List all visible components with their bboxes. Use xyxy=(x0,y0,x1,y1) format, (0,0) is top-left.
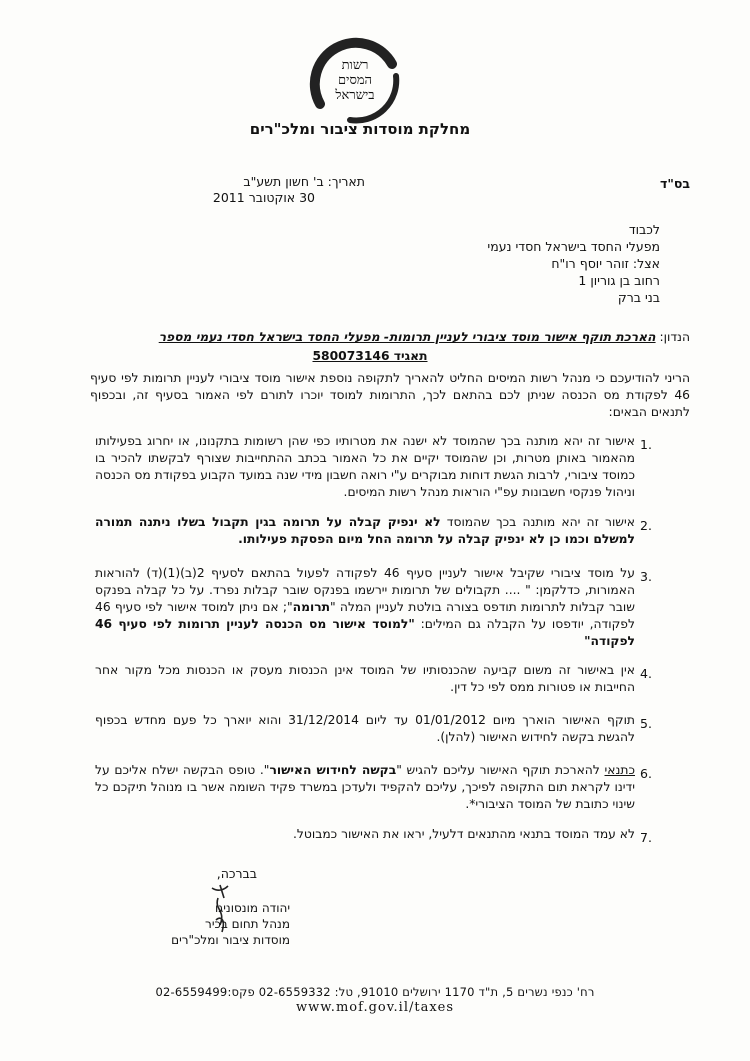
item-1-text: אישור זה יהא מותנה בכך שהמוסד לא ישנה את מטרותיו כפי שהן רשומות בתקנונו, או יחרוג בפעילותו מהאמור באותן מטרות, וכן שהמוסד יקיים את כל האמור בכתב ההתחייבות שצורף לבקשתו להכיר בו כמוסד ציבורי, לרבות הגשת דוחות מבוקרים ע"י רואה חשבון מידי שנה במועד הקבוע בפקודת מס הכנסה וניהול פנקסי חשבונות עפ"י הוראות מנהל רשות המיסים. xyxy=(95,434,635,499)
footer-address: רח' כנפי נשרים 5, ת"ד 1170 ירושלים 91010, טל: 02-6559332 פקס:02-6559499 xyxy=(155,985,595,999)
item-3-text-bold-2: "למוסד אישור מס הכנסה לעניין תרומות לפי סעיף 46 לפקודה" xyxy=(95,617,635,648)
address-to: לכבוד xyxy=(628,222,660,237)
address-attn: אצל: זוהר יוסף רו"ח xyxy=(551,256,660,271)
item-6-number: 6. xyxy=(640,766,652,781)
item-6-text-d: ". טופס הבקשה ישלח אליכם על ידינו לקראת תום התקופה לפיכך, עליכם להקפיד ולעדכן במשרד פקיד השומה אשר בו מנוהל תיקכם כל שינוי כתובת של המוסד הציבורי*. xyxy=(95,763,635,811)
subject-corp-number: תאגיד 580073146 xyxy=(312,349,428,363)
item-6-text-bold: בקשה לחידוש האישור xyxy=(269,763,397,777)
item-3-number: 3. xyxy=(640,569,652,584)
address-city: בני ברק xyxy=(617,290,660,305)
date-hebrew: תאריך: ב' חשון תשע"ב xyxy=(243,174,365,189)
item-6-text xyxy=(95,762,635,813)
item-5-text: תוקף האישור הוארך מיום 01/01/2012 עד ליום 31/12/2014 והוא יוארך כל פעם מחדש בכפוף להגשת בקשה לחידוש האישור (להלן). xyxy=(95,713,636,744)
footer-website[interactable]: www.mof.gov.il/taxes xyxy=(295,1000,455,1015)
logo-line-2: המסים xyxy=(337,73,373,88)
item-3-text xyxy=(95,565,635,650)
logo-line-1: רשות xyxy=(341,58,369,73)
item-3-text-bold-1: תרומה xyxy=(292,600,331,614)
item-1-number: 1. xyxy=(640,437,652,452)
item-7-number: 7. xyxy=(640,830,652,845)
date-gregorian: 30 אוקטובר 2011 xyxy=(212,190,315,205)
address-org: מפעלי החסד בישראל חסדי נעמי xyxy=(487,239,660,254)
item-6-text-b: להארכת תוקף האישור עליכם להגיש " xyxy=(396,763,605,777)
subject-text: הארכת תוקף אישור מוסד ציבורי לעניין תרומות- מפעלי החסד בישראל חסדי נעמי מספר xyxy=(158,330,656,344)
item-2-text-bold: לא ינפיק קבלה על תרומה בגין תקבול בשלו ניתנה תמורה למשלם וכמו כן לא ינפיק קבלה על תרומה החל מיום הפסקת פעילותו. xyxy=(95,515,635,546)
intro-paragraph: הריני להודיעכם כי מנהל רשות המיסים החליט להאריך לתקופה נוספת אישור מוסד ציבורי לעניין תרומות לפי סעיף 46 לפקודת מס הכנסה שניתן לכם בהתאם לכך, התרומות למוסד יוכרו לתורם לפי האמור בסעיף זה, ובכפוף לתנאים הבאים: xyxy=(90,371,690,419)
signature-greeting: בברכה, xyxy=(216,866,257,881)
item-3-text-c: "; אם ניתן למוסד אישור לפי סעיף 46 לפקודה, יודפסו על הקבלה גם המילים: xyxy=(95,600,635,631)
signatory-name: יהודה מונסוניגו xyxy=(215,901,290,915)
item-4-text: אין באישור זה משום קביעה שהכנסותיו של המוסד אינן הכנסות מעסק או הכנסות מכל מקור אחר החייבות או פטורות ממס לפי כל דין. xyxy=(95,663,635,694)
signatory-title: מנהל תחום בכיר xyxy=(205,917,290,931)
subject-line-2 xyxy=(310,349,430,363)
department-title: מחלקת מוסדות ציבור ומלכ"רים xyxy=(249,120,471,138)
signature-block xyxy=(130,900,290,948)
address-street: רחוב בן גוריון 1 xyxy=(578,273,660,288)
bsd-mark: בס"ד xyxy=(660,176,690,191)
item-2-text xyxy=(95,514,635,548)
logo-text xyxy=(322,58,388,103)
address-block xyxy=(360,221,660,306)
subject-line xyxy=(90,330,690,344)
item-2-number: 2. xyxy=(640,518,652,533)
item-7-text: לא עמד המוסד בתנאי מהתנאים דלעיל, יראו את האישור כמבוטל. xyxy=(293,827,635,841)
item-5-number: 5. xyxy=(640,716,652,731)
subject-prefix: הנדון: xyxy=(659,330,690,344)
item-3-text-a: על מוסד ציבורי שקיבל אישור לעניין סעיף 46 לפקודה לפעול בהתאם לסעיף 2(ב)(1)(ד) להוראות האמורות, כדלקמן: " .... תקבולים של תרומות יירשמו בפנקס שובר קבלות נפרד. על כל קבלה בפנקס שובר קבלות לתרומות תודפס בצורה בולטת לעניין המלה " xyxy=(95,566,635,614)
signatory-unit: מוסדות ציבור ומלכ"רים xyxy=(171,933,290,947)
item-2-text-a: אישור זה יהא מותנה בכך שהמוסד xyxy=(440,515,635,529)
item-6-text-a: כתנאי xyxy=(604,763,635,777)
item-4-number: 4. xyxy=(640,666,652,681)
logo-line-3: בישראל xyxy=(335,88,375,103)
